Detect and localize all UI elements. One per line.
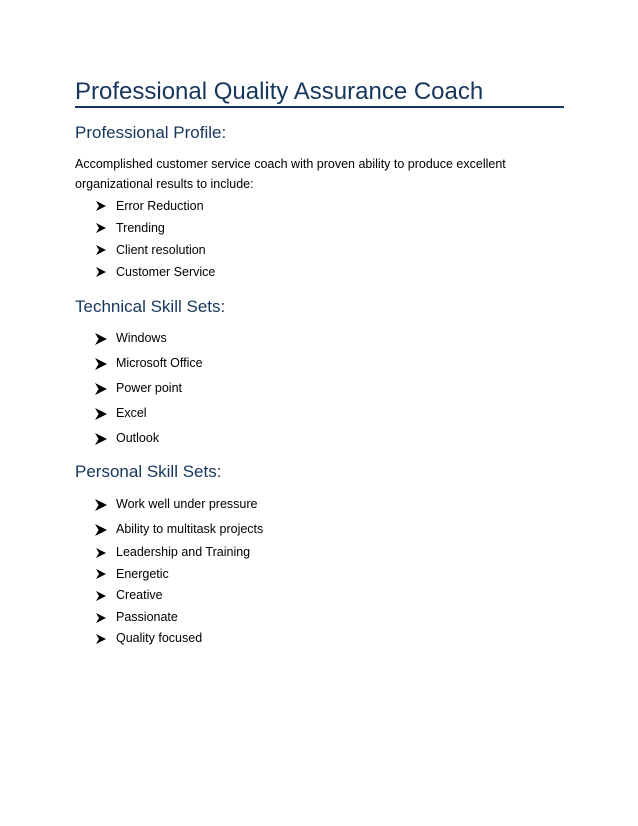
list-item [96, 351, 203, 376]
list-item [96, 564, 263, 586]
list-item-label: Quality focused [116, 631, 203, 646]
list-item [96, 261, 215, 283]
technical-list [96, 326, 203, 451]
list-item [96, 376, 203, 401]
arrowhead-bullet-icon [96, 634, 106, 644]
arrowhead-bullet-icon [95, 332, 107, 345]
list-item-label: Windows [116, 331, 167, 345]
list-item-label: Trending [116, 221, 165, 235]
list-item-label: Microsoft Office [116, 356, 203, 370]
list-item-label: Excel [116, 406, 147, 420]
arrowhead-bullet-icon [96, 613, 106, 623]
list-item [96, 426, 203, 451]
personal-heading: Personal Skill Sets: [75, 462, 222, 481]
arrowhead-bullet-icon [96, 201, 106, 211]
arrowhead-bullet-icon [96, 548, 106, 558]
list-item-label: Leadership and Training [116, 545, 251, 559]
profile-heading: Professional Profile: [75, 123, 227, 142]
list-item [96, 585, 263, 607]
list-item [96, 401, 203, 426]
list-item-label: Customer Service [116, 265, 216, 279]
arrowhead-bullet-icon [96, 267, 106, 277]
title-underline [75, 106, 564, 108]
arrowhead-bullet-icon [95, 498, 107, 511]
personal-list [96, 492, 263, 650]
technical-heading: Technical Skill Sets: [75, 297, 226, 316]
arrowhead-bullet-icon [96, 569, 106, 579]
list-item [96, 239, 215, 261]
arrowhead-bullet-icon [95, 382, 107, 395]
list-item-label: Creative [116, 588, 163, 603]
list-item [96, 195, 215, 217]
document-title: Professional Quality Assurance Coach [75, 78, 484, 105]
list-item [96, 607, 263, 629]
list-item [96, 628, 263, 650]
list-item-label: Passionate [116, 609, 178, 624]
list-item-label: Client resolution [116, 243, 206, 257]
list-item [96, 217, 215, 239]
list-item-label: Power point [116, 381, 183, 395]
list-item [96, 492, 263, 517]
arrowhead-bullet-icon [95, 523, 107, 536]
list-item [96, 326, 203, 351]
arrowhead-bullet-icon [96, 245, 106, 255]
arrowhead-bullet-icon [95, 432, 107, 445]
profile-list [96, 195, 215, 283]
arrowhead-bullet-icon [95, 357, 107, 370]
list-item [96, 517, 263, 542]
arrowhead-bullet-icon [96, 223, 106, 233]
list-item-label: Energetic [116, 566, 169, 581]
arrowhead-bullet-icon [95, 407, 107, 420]
profile-summary: Accomplished customer service coach with proven ability to produce excellent organizational results to include: [75, 157, 506, 191]
list-item-label: Outlook [116, 431, 160, 445]
list-item-label: Error Reduction [116, 199, 204, 213]
list-item [96, 542, 263, 564]
list-item-label: Ability to multitask projects [116, 522, 264, 536]
arrowhead-bullet-icon [96, 591, 106, 601]
list-item-label: Work well under pressure [116, 497, 258, 511]
